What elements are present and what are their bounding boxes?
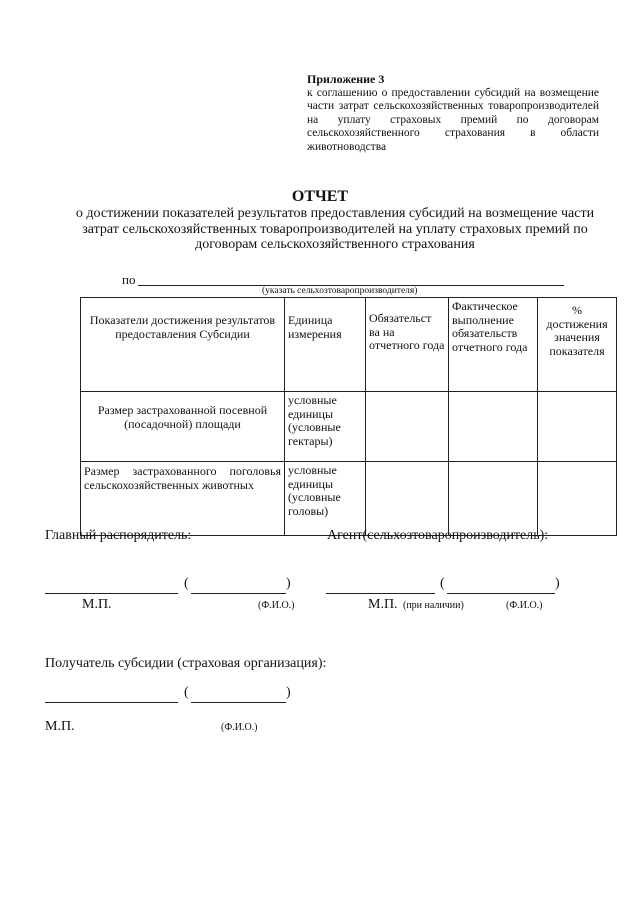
row-unit: условные единицы (условные гектары): [285, 392, 366, 462]
recipient-signature-line[interactable]: [45, 702, 178, 703]
main-manager-fio: (Ф.И.О.): [258, 600, 295, 611]
appendix-title: Приложение 3: [307, 72, 385, 86]
po-label: по: [122, 272, 136, 287]
agent-label: Агент(сельхозтоваропроизводитель):: [327, 528, 549, 543]
appendix-text: к соглашению о предоставлении субсидий на возмещение части затрат сельскохозяйственных товаропроизводителей на уплату страховых премий по договорам сельскохозяйственного страхования в области животноводства: [307, 86, 599, 153]
row-indicator: Размер застрахованного поголовья сельскохозяйственных животных: [81, 462, 285, 536]
table-row: [81, 392, 617, 462]
row-indicator: Размер застрахованной посевной (посадочной) площади: [81, 392, 285, 462]
header-obligation: Обязательст ва на отчетного года: [366, 298, 449, 392]
recipient-label: Получатель субсидии (страховая организация):: [45, 656, 327, 671]
recipient-close-paren: ): [286, 685, 291, 700]
row-actual-cell[interactable]: [449, 462, 538, 536]
header-percent: % достижения значения показателя: [538, 298, 617, 392]
agent-signature-line[interactable]: [326, 593, 435, 594]
row-percent-cell[interactable]: [538, 392, 617, 462]
agent-mp: М.П.: [368, 597, 398, 612]
main-manager-close-paren: ): [286, 576, 291, 591]
agent-mp-if-any: (при наличии): [403, 600, 464, 611]
recipient-name-line[interactable]: [191, 702, 286, 703]
agent-open-paren: (: [440, 576, 445, 591]
table-row: [81, 462, 617, 536]
row-unit: условные единицы (условные головы): [285, 462, 366, 536]
report-subtitle: о достижении показателей результатов предоставления субсидий на возмещение части затрат сельскохозяйственных товаропроизводителей на уплату страховых премий по договорам сельскохозяйственного страхования: [75, 206, 595, 252]
main-manager-open-paren: (: [184, 576, 189, 591]
main-manager-label: Главный распорядитель:: [45, 528, 192, 543]
recipient-mp: М.П.: [45, 719, 75, 734]
main-manager-mp: М.П.: [82, 597, 112, 612]
table-header-row: [81, 298, 617, 392]
main-manager-signature-line[interactable]: [45, 593, 178, 594]
agent-name-line[interactable]: [447, 593, 555, 594]
producer-hint: (указать сельхозтоваропроизводителя): [262, 286, 418, 296]
agent-fio: (Ф.И.О.): [506, 600, 543, 611]
row-percent-cell[interactable]: [538, 462, 617, 536]
indicators-table: [80, 297, 617, 536]
report-title: ОТЧЕТ: [291, 188, 349, 205]
appendix-block: [307, 73, 599, 154]
recipient-open-paren: (: [184, 685, 189, 700]
row-obligation-cell[interactable]: [366, 392, 449, 462]
row-actual-cell[interactable]: [449, 392, 538, 462]
row-obligation-cell[interactable]: [366, 462, 449, 536]
header-unit: Единица измерения: [285, 298, 366, 392]
recipient-fio: (Ф.И.О.): [221, 722, 258, 733]
main-manager-name-line[interactable]: [191, 593, 286, 594]
header-actual: Фактическое выполнение обязательств отчетного года: [449, 298, 538, 392]
header-indicator: Показатели достижения результатов предоставления Субсидии: [81, 298, 285, 392]
agent-close-paren: ): [555, 576, 560, 591]
